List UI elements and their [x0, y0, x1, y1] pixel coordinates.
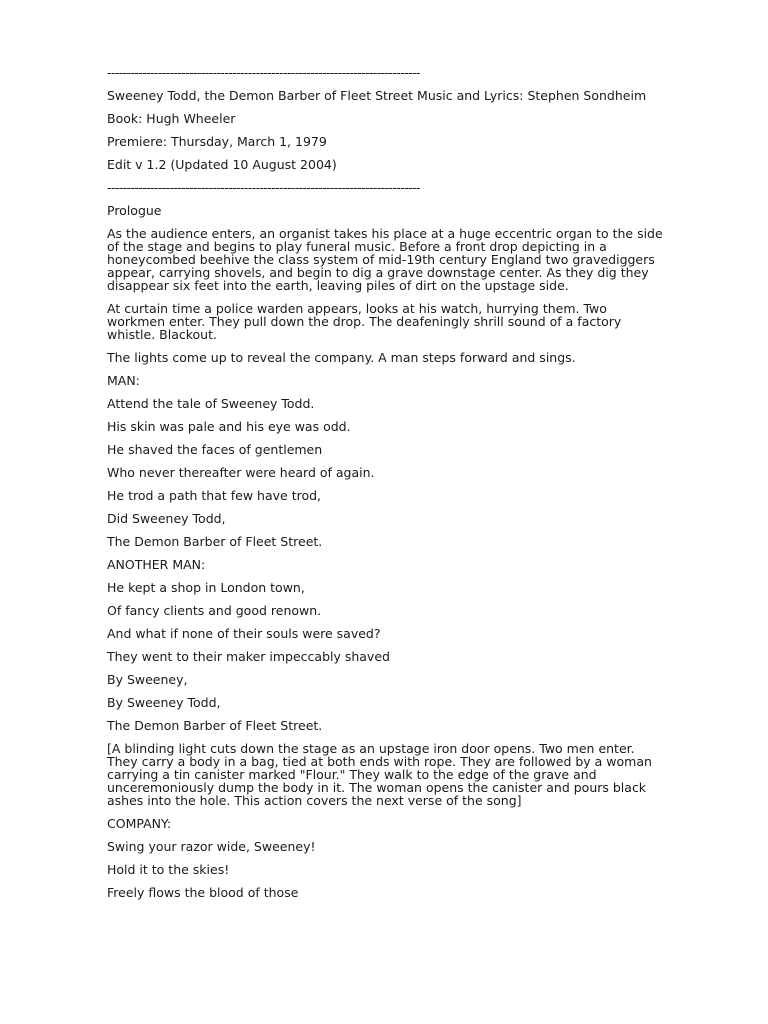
lyric-line: Who never thereafter were heard of again.: [107, 465, 375, 480]
edit-version: Edit v 1.2 (Updated 10 August 2004): [107, 157, 337, 172]
speaker-label: ANOTHER MAN:: [107, 557, 206, 572]
stage-direction: [A blinding light cuts down the stage as an upstage iron door opens. Two men enter. They carry a body in a bag, tied at both ends with rope. They are followed by a woman carrying a tin canister marked "Flour." They walk to the edge of the grave and unceremoniously dump the body in it. The woman opens the canister and pours black ashes into the hole. This action covers the next verse of the song]: [107, 741, 652, 808]
lyric-line: Of fancy clients and good renown.: [107, 603, 322, 618]
lyric-line: The Demon Barber of Fleet Street.: [107, 534, 323, 549]
premiere-date: Premiere: Thursday, March 1, 1979: [107, 134, 327, 149]
paragraph: At curtain time a police warden appears, looks at his watch, hurrying them. Two workmen enter. They pull down the drop. The deafeningly shrill sound of a factory whistle. Blackout.: [107, 301, 622, 342]
lyric-line: Attend the tale of Sweeney Todd.: [107, 396, 315, 411]
section-heading: Prologue: [107, 203, 162, 218]
lyric-line: Swing your razor wide, Sweeney!: [107, 839, 316, 854]
divider-top: --------------------------------------------------------------------------------: [107, 66, 420, 79]
lyric-line: And what if none of their souls were saved?: [107, 626, 381, 641]
paragraph: The lights come up to reveal the company. A man steps forward and sings.: [107, 350, 576, 365]
lyric-line: Freely flows the blood of those: [107, 885, 299, 900]
lyric-line: By Sweeney Todd,: [107, 695, 221, 710]
lyric-line: The Demon Barber of Fleet Street.: [107, 718, 323, 733]
paragraph: As the audience enters, an organist takes his place at a huge eccentric organ to the side of the stage and begins to play funeral music. Before a front drop depicting in a honeycombed beehive the class system of mid-19th century England two gravediggers appear, carrying shovels, and begin to dig a grave downstage center. As they dig they disappear six feet into the earth, leaving piles of dirt on the upstage side.: [107, 226, 663, 293]
lyric-line: They went to their maker impeccably shaved: [107, 649, 390, 664]
lyric-line: By Sweeney,: [107, 672, 188, 687]
speaker-label: COMPANY:: [107, 816, 172, 831]
lyric-line: He trod a path that few have trod,: [107, 488, 322, 503]
lyric-line: He kept a shop in London town,: [107, 580, 305, 595]
lyric-line: He shaved the faces of gentlemen: [107, 442, 323, 457]
book-credit: Book: Hugh Wheeler: [107, 111, 236, 126]
document-title: Sweeney Todd, the Demon Barber of Fleet Street Music and Lyrics: Stephen Sondheim: [107, 88, 647, 103]
lyric-line: Hold it to the skies!: [107, 862, 230, 877]
divider-bottom: --------------------------------------------------------------------------------: [107, 181, 420, 194]
lyric-line: His skin was pale and his eye was odd.: [107, 419, 351, 434]
speaker-label: MAN:: [107, 373, 140, 388]
lyric-line: Did Sweeney Todd,: [107, 511, 226, 526]
document-page: [107, 66, 667, 909]
